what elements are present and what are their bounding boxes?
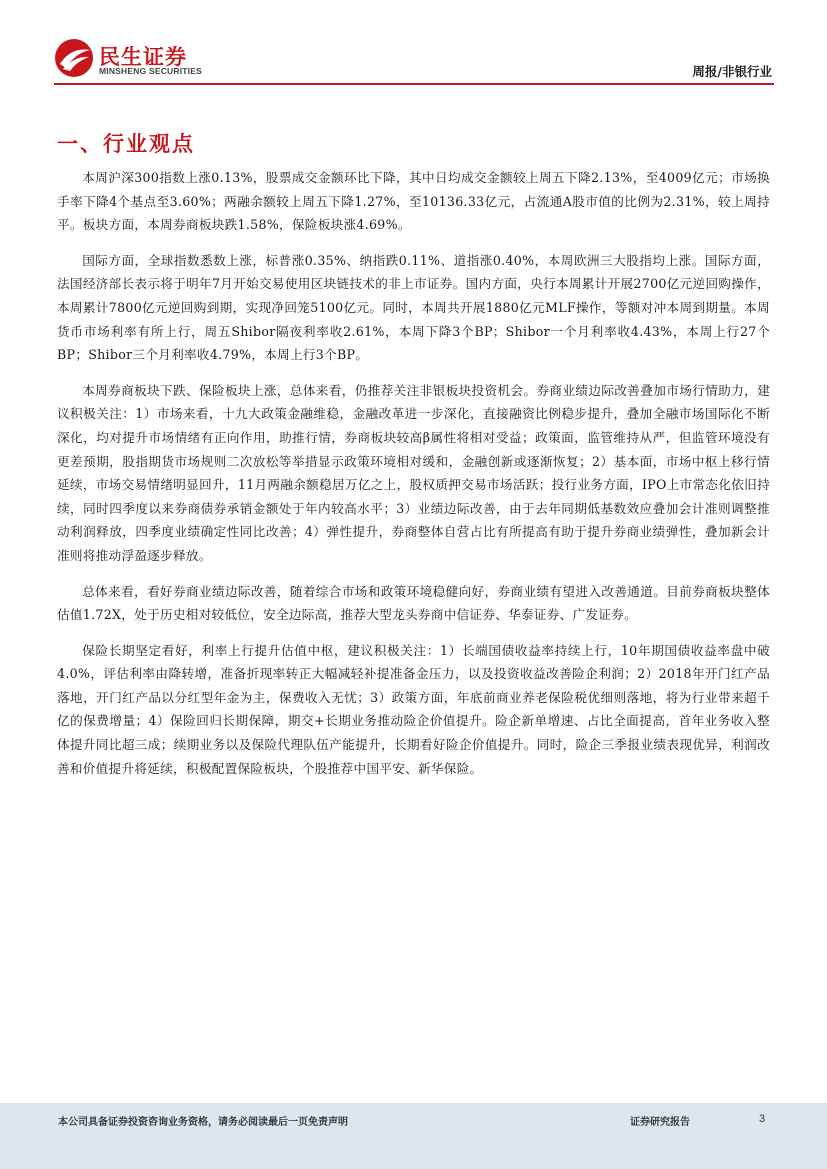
report-type-label: 周报/非银行业 — [692, 64, 772, 79]
page-header — [54, 38, 774, 84]
paragraph-brokerage-outlook: 本周券商板块下跌、保险板块上涨，总体来看，仍推荐关注非银板块投资机会。券商业绩边际改善叠加市场行情助力，建议积极关注：1）市场来看，十九大政策金融维稳，金融改革进一步深化，直接融资比例稳步提升，叠加全融市场国际化不断深化，均对提升市场情绪有正向作用，助推行情，券商板块较高β属性将相对受益；政策面，监管维持从严，但监管环境没有更差预期，股指期货市场规则二次放松等举措显示政策环境相对缓和，金融创新或逐渐恢复；2）基本面，市场中枢上移行情延续，市场交易情绪明显回升，11月两融余额稳居万亿之上，股权质押交易市场活跃；投行业务方面，IPO上市常态化依旧持续，同时四季度以来券商债券承销金额处于年内较高水平；3）业绩边际改善，由于去年同期低基数效应叠加会计准则调整推动利润释放，四季度业绩确定性同比改善；4）弹性提升，券商整体自营占比有所提高有助于提升券商业绩弹性，叠加新会计准则将推动浮盈逐步释放。 — [57, 382, 770, 563]
footer-disclaimer: 本公司具备证券投资咨询业务资格，请务必阅读最后一页免责声明 — [58, 1117, 348, 1128]
paragraph-brokerage-summary: 总体来看，看好券商业绩边际改善，随着综合市场和政策环境稳健向好，券商业绩有望进入改善通道。目前券商板块整体估值1.72X，处于历史相对较低位，安全边际高，推荐大型龙头券商中信证券、华泰证券、广发证券。 — [57, 583, 770, 623]
header-divider — [54, 83, 774, 85]
paragraph-international: 国际方面，全球指数悉数上涨，标普涨0.35%、纳指跌0.11%、道指涨0.40%，本周欧洲三大股指均上涨。国际方面，法国经济部长表示将于明年7月开始交易使用区块链技术的非上市证券。国内方面，央行本周累计开展2700亿元逆回购操作，本周累计7800亿元逆回购到期，实现净回笼5100亿元。同时，本周共开展1880亿元MLF操作，等额对冲本周到期量。本周货币市场利率有所上行，周五Shibor隔夜利率收2.61%，本周下降3个BP；Shibor一个月利率收4.43%，本周上行27个BP；Shibor三个月利率收4.79%，本周上行3个BP。 — [57, 252, 770, 363]
footer-report-label: 证券研究报告 — [630, 1117, 690, 1128]
logo-text-cn: 民生证券 — [99, 45, 187, 69]
logo-text-en: MINSHENG SECURITIES — [99, 66, 202, 76]
report-body — [57, 166, 770, 792]
section-title: 一、行业观点 — [57, 132, 195, 156]
company-logo — [54, 38, 254, 80]
paragraph-market-summary: 本周沪深300指数上涨0.13%，股票成交金额环比下降，其中日均成交金额较上周五下降2.13%，至4009亿元；市场换手率下降4个基点至3.60%；两融余额较上周五下降1.27%，至10136.33亿元，占流通A股市值的比例为2.31%，较上周持平。板块方面，本周券商板块跌1.58%，保险板块涨4.69%。 — [57, 170, 770, 233]
page-footer — [0, 1103, 827, 1169]
page-number: 3 — [759, 1113, 766, 1125]
paragraph-insurance-outlook: 保险长期坚定看好，利率上行提升估值中枢，建议积极关注：1）长端国债收益率持续上行，10年期国债收益率盘中破4.0%，评估利率由降转增，准备折现率转正大幅减轻补提准备金压力，以及投资收益改善险企利润；2）2018年开门红产品落地，开门红产品以分红型年金为主，保费收入无忧；3）政策方面，年底前商业养老保险税优细则落地，将为行业带来超千亿的保费增量；4）保险回归长期保障，期交+长期业务推动险企价值提升。险企新单增速、占比全面提高，首年业务收入整体提升同比超三成；续期业务以及保险代理队伍产能提升，长期看好险企价值提升。同时，险企三季报业绩表现优异，利润改善和价值提升将延续，积极配置保险板块，个股推荐中国平安、新华保险。 — [57, 642, 770, 776]
logo-mark-icon — [54, 38, 94, 78]
